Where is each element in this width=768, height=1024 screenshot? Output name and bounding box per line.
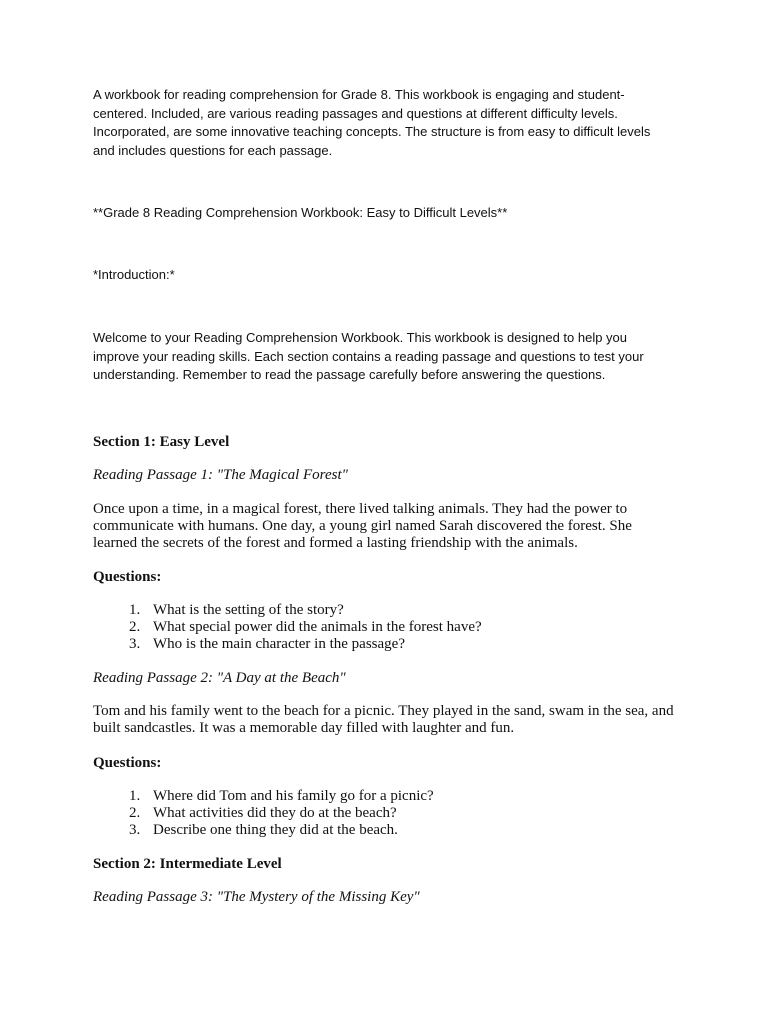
question-text: What activities did they do at the beach? [153,805,397,821]
question-number: 2. [129,805,141,821]
question-number: 3. [129,636,141,652]
question-item [93,805,434,822]
question-item [93,788,434,805]
passage-1-question-list [93,602,482,653]
welcome-paragraph: Welcome to your Reading Comprehension Workbook. This workbook is designed to help you improve your reading skills. Each section contains a reading passage and questions to test your understanding. Remember to read the passage carefully before answering the questions. [93,330,644,383]
question-text: What is the setting of the story? [153,602,344,618]
section-2-heading: Section 2: Intermediate Level [93,856,282,872]
question-number: 1. [129,602,141,618]
question-number: 1. [129,788,141,804]
question-item [93,602,482,619]
passage-1-questions-label: Questions: [93,569,162,585]
question-text: Where did Tom and his family go for a picnic? [153,788,434,804]
intro-paragraph: A workbook for reading comprehension for Grade 8. This workbook is engaging and student-centered. Included, are various reading passages and questions at different difficulty levels. Incorporated, are some innovative teaching concepts. The structure is from easy to difficult levels and includes questions for each passage. [93,87,651,159]
workbook-title: **Grade 8 Reading Comprehension Workbook: Easy to Difficult Levels** [93,205,508,220]
passage-2-question-list [93,788,434,839]
question-text: What special power did the animals in the forest have? [153,619,482,635]
section-1-heading: Section 1: Easy Level [93,434,230,450]
question-text: Who is the main character in the passage? [153,636,405,652]
passage-1-text: Once upon a time, in a magical forest, there lived talking animals. They had the power to communicate with humans. One day, a young girl named Sarah discovered the forest. She learned the secrets of the forest and formed a lasting friendship with the animals. [93,501,632,551]
passage-2-questions-label: Questions: [93,755,162,771]
question-number: 3. [129,822,141,838]
question-item [93,619,482,636]
question-item [93,822,434,839]
question-item [93,636,482,653]
question-text: Describe one thing they did at the beach. [153,822,398,838]
passage-2-text: Tom and his family went to the beach for a picnic. They played in the sand, swam in the sea, and built sandcastles. It was a memorable day filled with laughter and fun. [93,703,674,736]
passage-2-title: Reading Passage 2: "A Day at the Beach" [93,670,346,686]
passage-1-title: Reading Passage 1: "The Magical Forest" [93,467,348,483]
introduction-label: *Introduction:* [93,267,175,282]
question-number: 2. [129,619,141,635]
passage-3-title: Reading Passage 3: "The Mystery of the Missing Key" [93,889,420,905]
